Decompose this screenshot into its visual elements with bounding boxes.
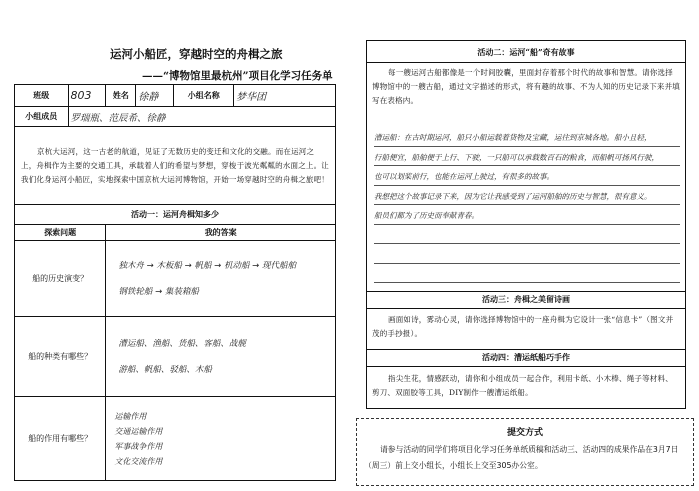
activity4-description: 指尖生花，情感跃动，请你和小组成员一起合作，利用卡纸、小木棒、绳子等材料、剪刀、双面胶等工具，DIY制作一艘漕运纸船。 <box>372 374 673 397</box>
worksheet-title: 运河小船匠，穿越时空的舟楫之旅 <box>110 47 283 61</box>
group-label: 小组名称 <box>174 85 234 107</box>
divider <box>366 62 686 63</box>
members-label: 小组成员 <box>15 107 69 127</box>
activity3-description: 画面如诗，雾动心灵，请你选择博物馆中的一座舟楫为它设计一张“信息卡”（图文并茂的手抄报）。 <box>372 315 674 338</box>
worksheet-table <box>14 84 336 481</box>
divider <box>366 291 686 292</box>
answer-history-line1: 独木舟 → 木板船 → 帆船 → 机动船 → 现代船舶 <box>118 260 296 271</box>
activity2-description: 每一艘运河古船都像是一个时间胶囊，里面封存着那个时代的故事和智慧。请你选择博物馆中的一艘古船，通过文字描述的形式，将有趣的故事、不为人知的历史记录下来并填写在表格内。 <box>372 68 680 105</box>
ruled-line <box>374 243 680 244</box>
ruled-line <box>374 282 680 283</box>
col-question-header: 探索问题 <box>15 225 106 241</box>
question-types: 船的种类有哪些？ <box>15 317 106 397</box>
story-text <box>374 128 680 226</box>
answer-types-line2: 游船、帆船、驳船、木船 <box>118 364 212 375</box>
submission-text: 请参与活动的同学们将项目化学习任务单纸质稿和活动三、活动四的成果作品在3月7日（周三）前上交小组长，小组长上交至305办公室。 <box>364 445 679 470</box>
story-line: 船员们都为了历史而奉献青春。 <box>374 211 479 220</box>
ruled-line <box>374 146 680 147</box>
intro-paragraph: 京杭大运河，这一古老的航道，见证了无数历史的变迁和文化的交融。而在运河之上，舟楫作为主要的交通工具，承载着人们的希望与梦想，穿梭于波光粼粼的水面之上。让我们化身运河小船匠，实地探索中国京杭大运河博物馆，开始一场穿越时空的舟楫之旅吧！ <box>21 146 329 184</box>
divider <box>366 366 686 367</box>
activity2-title: 活动二：运河“船”奇有故事 <box>477 47 575 57</box>
answer-history-line2: 钢铁轮船 → 集装箱船 <box>118 286 199 297</box>
divider <box>366 349 686 350</box>
answer-uses-line3: 军事战争作用 <box>114 441 163 451</box>
ruled-line <box>374 185 680 186</box>
activity1-title: 活动一：运河舟楫知多少 <box>15 205 336 225</box>
submission-title: 提交方式 <box>506 428 543 438</box>
activity3-title: 活动三：舟楫之美留诗画 <box>482 294 570 304</box>
worksheet-subtitle: ——“博物馆里最杭州”项目化学习任务单 <box>142 70 333 82</box>
col-answer-header: 我的答案 <box>106 225 336 241</box>
question-history: 船的历史演变？ <box>15 241 106 317</box>
ruled-line <box>374 165 680 166</box>
name-value: 徐静 <box>136 85 174 107</box>
answer-types-line1: 漕运船、渔船、货船、客船、战舰 <box>118 338 246 349</box>
answer-uses-line4: 文化交流作用 <box>114 456 163 466</box>
name-label: 姓名 <box>106 85 136 107</box>
question-uses: 船的作用有哪些？ <box>15 397 106 481</box>
story-line: 行船便宜，船舶便于上行、下驶，一只船可以承载数百石的粮食，而船帆可扬风行驶， <box>374 152 659 162</box>
class-value: 803 <box>68 85 106 107</box>
answer-uses-line1: 运输作用 <box>114 411 147 421</box>
activity4-title: 活动四：漕运纸船巧手作 <box>482 352 570 362</box>
answer-uses-line2: 交通运输作用 <box>114 426 163 436</box>
story-line: 漕运船：在古时期运河，船只小船运载着货物及宝藏，运往到京城各地。船小且轻， <box>374 133 652 142</box>
divider <box>366 308 686 309</box>
ruled-line <box>374 224 680 225</box>
ruled-line <box>374 204 680 205</box>
story-line: 我想把这个故事记录下来，因为它让我感受到了运河船舶的历史与智慧，很有意义。 <box>374 191 652 201</box>
class-label: 班级 <box>15 85 69 107</box>
members-value: 罗瑞瓶、范辰希、徐静 <box>68 107 335 127</box>
group-value: 梦华团 <box>234 85 336 107</box>
ruled-line <box>374 263 680 264</box>
story-line: 也可以划桨前行，也能在运河上驶过，有很多的故事。 <box>374 172 554 181</box>
